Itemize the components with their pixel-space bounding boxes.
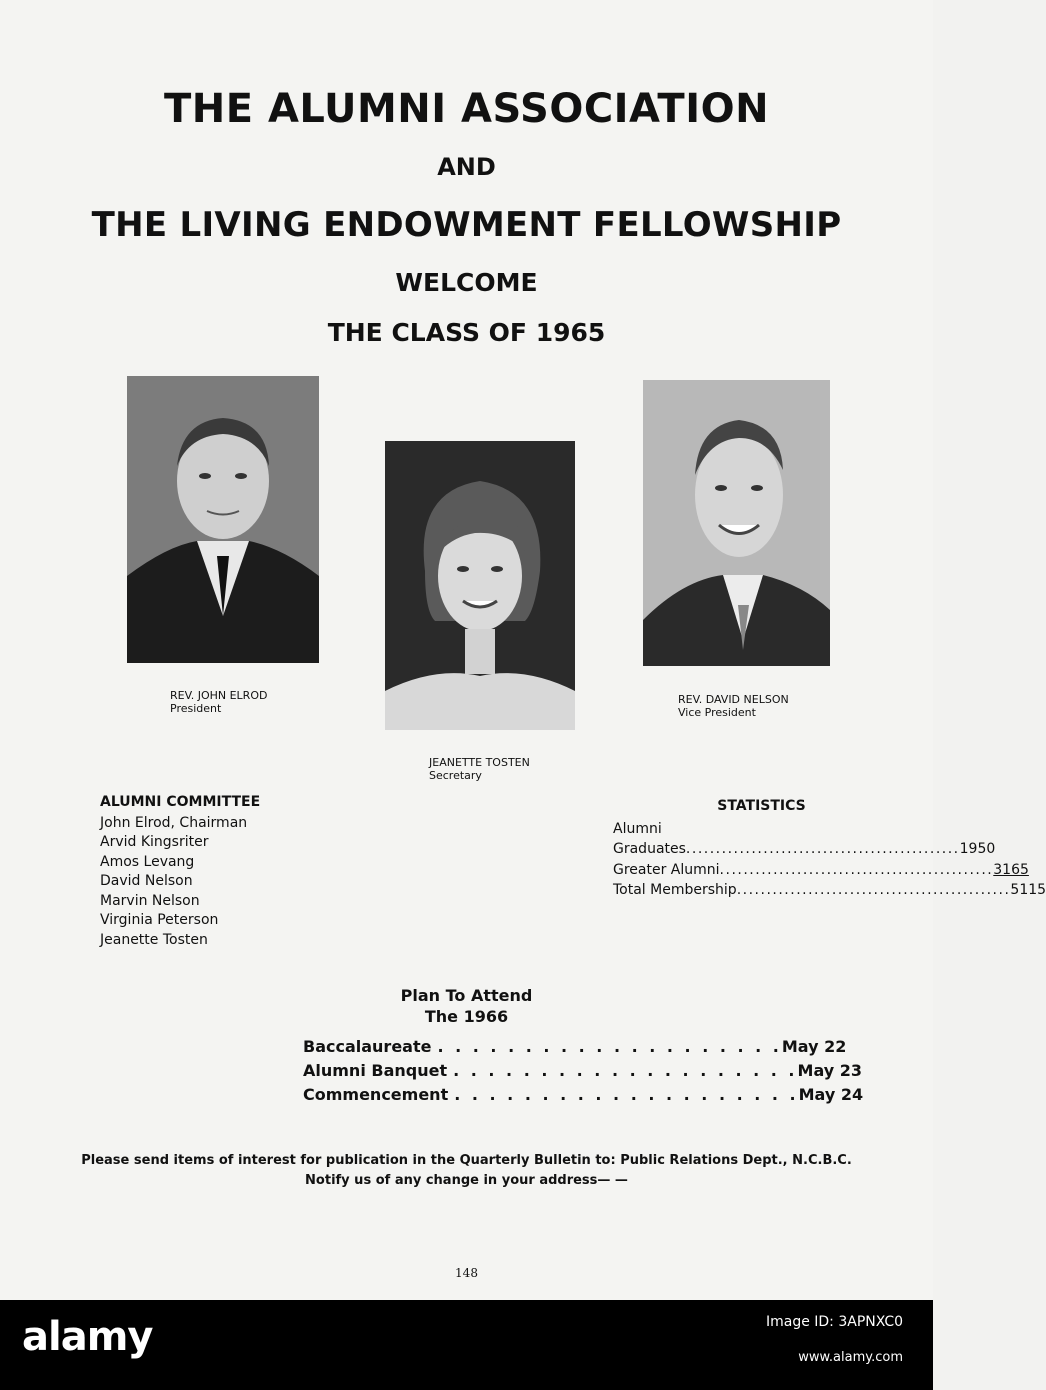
caption-elrod xyxy=(170,689,267,715)
list-item: Jeanette Tosten xyxy=(100,931,208,948)
caption-nelson xyxy=(678,693,789,719)
heading-and: AND xyxy=(437,153,496,181)
officer-name: REV. JOHN ELROD xyxy=(170,689,268,702)
leader-dots: .............................................. xyxy=(736,882,1011,898)
plan-line-1: Plan To Attend xyxy=(400,986,533,1005)
event-date: May 23 xyxy=(797,1061,863,1080)
stat-label: Greater Alumni xyxy=(613,861,720,878)
publication-notice xyxy=(0,1151,933,1191)
alamy-logo[interactable]: alamy xyxy=(22,1314,153,1360)
stat-value: 3165 xyxy=(993,861,1029,878)
list-item: Amos Levang xyxy=(100,853,195,870)
event-label: Commencement xyxy=(303,1085,449,1104)
stat-row xyxy=(613,880,1046,901)
stat-label: Total Membership xyxy=(613,882,737,898)
leader-dots: . . . . . . . . . . . . . . . . . . . . xyxy=(437,1037,782,1056)
image-id: Image ID: 3APNXC0 xyxy=(765,1314,903,1330)
portrait-photo-elrod xyxy=(127,376,319,663)
portrait-photo-nelson xyxy=(643,380,830,666)
stat-value: 5115 xyxy=(1010,882,1046,898)
image-url[interactable]: www.alamy.com xyxy=(798,1350,903,1365)
heading-class-of-1965: THE CLASS OF 1965 xyxy=(327,318,606,347)
list-item: David Nelson xyxy=(100,873,193,889)
list-item: Arvid Kingsriter xyxy=(100,834,209,850)
heading-alumni-association: THE ALUMNI ASSOCIATION xyxy=(163,86,770,132)
event-row xyxy=(303,1035,847,1059)
plan-to-attend xyxy=(0,985,933,1027)
event-schedule xyxy=(303,1035,864,1107)
stat-row xyxy=(613,860,1029,881)
list-item: Marvin Nelson xyxy=(100,892,200,909)
stat-label: Graduates xyxy=(613,841,686,857)
stock-footer-bar xyxy=(0,1300,933,1390)
leader-dots: .............................................. xyxy=(685,841,960,857)
event-label: Baccalaureate xyxy=(303,1037,432,1056)
page-number: 148 xyxy=(455,1266,478,1280)
stat-value: 1950 xyxy=(959,841,996,857)
statistics-group-label: Alumni xyxy=(613,820,662,837)
event-label: Alumni Banquet xyxy=(303,1061,448,1080)
officer-name: JEANETTE TOSTEN xyxy=(429,756,530,769)
event-date: May 24 xyxy=(798,1085,864,1104)
committee-title: ALUMNI COMMITTEE xyxy=(100,794,261,810)
officer-role: Vice President xyxy=(678,706,756,719)
portrait-photo-tosten xyxy=(385,441,575,730)
officer-role: President xyxy=(170,702,222,715)
notice-line-1: Please send items of interest for publication in the Quarterly Bulletin to: Public Relations Dept., N.C.B.C. xyxy=(81,1153,852,1168)
event-date: May 22 xyxy=(781,1037,847,1056)
statistics-title: STATISTICS xyxy=(717,798,806,814)
caption-tosten xyxy=(429,756,530,782)
leader-dots: . . . . . . . . . . . . . . . . . . . . xyxy=(453,1061,798,1080)
stat-row xyxy=(613,839,996,860)
event-row xyxy=(303,1059,863,1083)
notice-line-2: Notify us of any change in your address— — xyxy=(305,1173,628,1188)
event-row xyxy=(303,1083,864,1107)
alumni-committee xyxy=(100,793,260,950)
heading-welcome: WELCOME xyxy=(395,268,538,297)
leader-dots: .............................................. xyxy=(719,861,994,878)
officer-role: Secretary xyxy=(429,769,482,782)
list-item: John Elrod, Chairman xyxy=(100,814,248,831)
heading-living-endowment: THE LIVING ENDOWMENT FELLOWSHIP xyxy=(91,205,842,245)
officer-name: REV. DAVID NELSON xyxy=(678,693,789,706)
statistics xyxy=(613,796,1046,901)
plan-line-2: The 1966 xyxy=(424,1007,509,1026)
leader-dots: . . . . . . . . . . . . . . . . . . . . xyxy=(454,1085,799,1104)
list-item: Virginia Peterson xyxy=(100,912,219,928)
